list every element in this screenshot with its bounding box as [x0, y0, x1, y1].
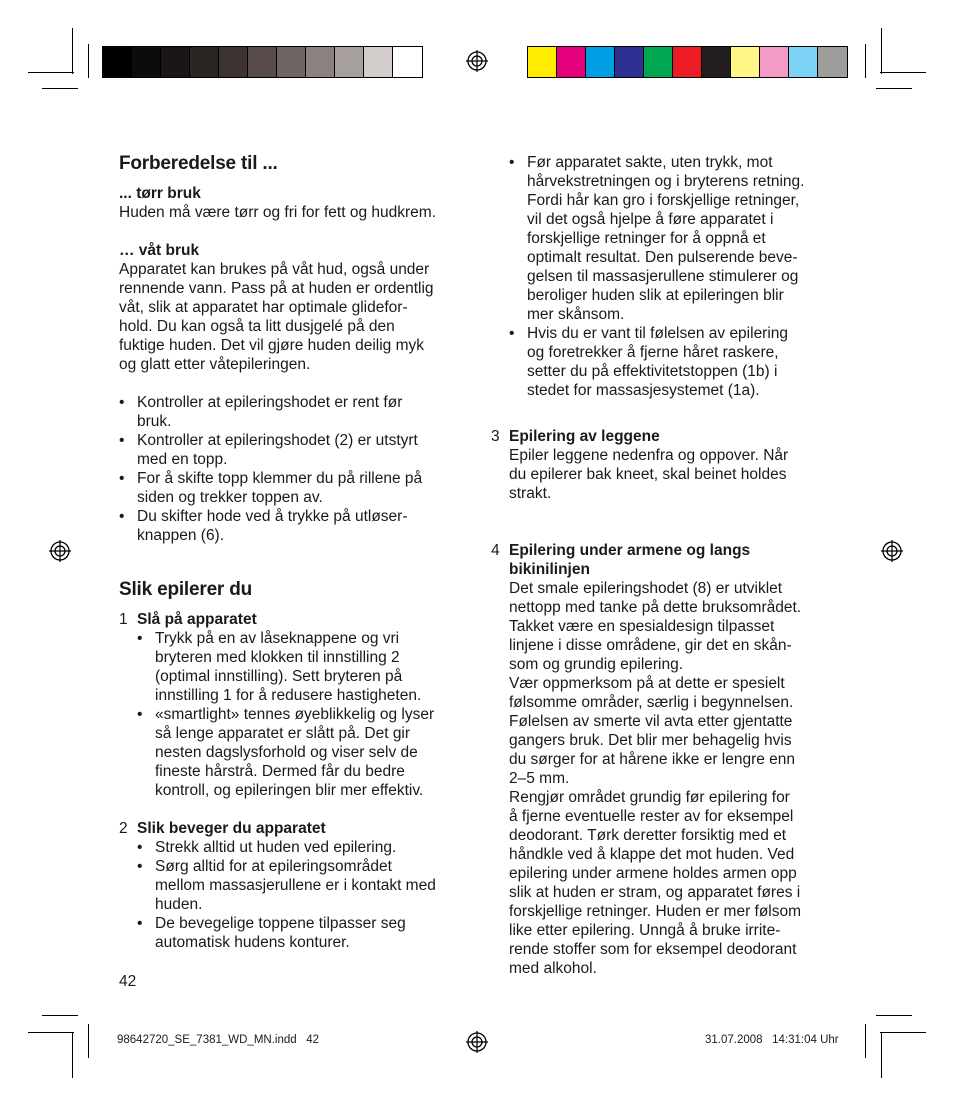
- step-number: 1: [119, 611, 128, 628]
- steps-left: [119, 610, 479, 952]
- text-line: • De bevegelige toppene tilpasser seg: [155, 915, 406, 932]
- color-swatch: [528, 47, 557, 77]
- text-line: • Sørg alltid for at epileringsområdet: [155, 858, 392, 875]
- text-line: setter du på effektivitetstoppen (1b) i: [527, 363, 778, 380]
- text-line: nettopp med tanke på dette bruksområdet.: [509, 599, 802, 616]
- registration-mark-icon: [881, 540, 903, 562]
- text-line: bikinilinjen: [509, 561, 590, 578]
- text-line: rennende vann. Pass på at huden er ordentlig: [119, 280, 434, 297]
- text-line: • Hvis du er vant til følelsen av epilering: [527, 325, 789, 342]
- step-1-bullets: [137, 629, 479, 800]
- text-line: Huden må være tørr og fri for fett og hudkrem.: [119, 204, 437, 221]
- color-swatch: [731, 47, 760, 77]
- crop-mark: [880, 1032, 926, 1033]
- crop-mark: [876, 88, 912, 89]
- bullet-item: [509, 153, 849, 324]
- text-line: bryteren med klokken til innstilling 2: [155, 649, 400, 666]
- color-swatch: [248, 47, 277, 77]
- step-4: [491, 541, 851, 978]
- registration-mark-icon: [49, 540, 71, 562]
- text-line: • «smartlight» tennes øyeblikkelig og lyser: [155, 706, 435, 723]
- text-line: fuktige huden. Det vil gjøre huden deilig myk: [119, 337, 424, 354]
- text-line: bruk.: [137, 413, 172, 430]
- step-2-bullets: [137, 838, 479, 952]
- bullet-item: [509, 324, 849, 400]
- color-swatch: [557, 47, 586, 77]
- color-swatch: [103, 47, 132, 77]
- crop-mark: [881, 28, 882, 74]
- crop-mark: [72, 28, 73, 74]
- color-swatch: [132, 47, 161, 77]
- text-line: mellom massasjerullene er i kontakt med: [155, 877, 436, 894]
- text-line: kontroll, og epileringen blir mer effektiv.: [155, 782, 424, 799]
- text-line: stedet for massasjesystemet (1a).: [527, 382, 760, 399]
- color-swatch: [789, 47, 818, 77]
- registration-mark-icon: [466, 50, 488, 72]
- text-line: Det smale epileringshodet (8) er utviklet: [509, 580, 783, 597]
- text-line: huden.: [155, 896, 203, 913]
- bullet-item: [137, 705, 479, 800]
- text-line: hårvekstretningen og i bryterens retning.: [527, 173, 805, 190]
- text-line: • Før apparatet sakte, uten trykk, mot: [527, 154, 773, 171]
- color-swatch: [673, 47, 702, 77]
- color-swatch: [161, 47, 190, 77]
- text-line: innstilling 1 for å redusere hastigheten.: [155, 687, 422, 704]
- text-line: like etter epilering. Unngå å bruke irrite-: [509, 922, 781, 939]
- color-swatch: [644, 47, 673, 77]
- text-line: våt, slik at apparatet har optimale glidefor-: [119, 299, 408, 316]
- color-swatch: [586, 47, 615, 77]
- text-line: og foretrekker å fjerne håret raskere,: [527, 344, 779, 361]
- crop-mark: [88, 1024, 89, 1058]
- text-line: hold. Du kan også ta litt dusjgelé på den: [119, 318, 395, 335]
- paragraph-dry: [119, 203, 469, 222]
- section-heading: Slik epilerer du: [119, 579, 253, 600]
- process-color-bar: [527, 46, 848, 78]
- text-line: forskjellige retninger. Huden er mer følsom: [509, 903, 802, 920]
- crop-mark: [880, 72, 926, 73]
- color-swatch: [702, 47, 731, 77]
- text-line: Epilering under armene og langs: [509, 542, 751, 559]
- bullet-item: [119, 431, 469, 469]
- text-line: med alkohol.: [509, 960, 597, 977]
- crop-mark: [28, 72, 74, 73]
- steps-right: [491, 427, 851, 978]
- crop-mark: [876, 1015, 912, 1016]
- text-line: • Kontroller at epileringshodet er rent før: [137, 394, 403, 411]
- text-line: • Du skifter hode ved å trykke på utløser-: [137, 508, 408, 525]
- color-swatch: [393, 47, 422, 77]
- bullet-item: [137, 838, 479, 857]
- step-title: [509, 541, 851, 579]
- registration-mark-icon: [466, 1031, 488, 1053]
- bullet-item: [119, 469, 469, 507]
- page-number: 42: [119, 973, 137, 990]
- step-number: 4: [491, 542, 500, 559]
- text-line: med en topp.: [137, 451, 228, 468]
- color-swatch: [190, 47, 219, 77]
- crop-mark: [42, 88, 78, 89]
- right-column: [509, 153, 849, 400]
- text-line: • For å skifte topp klemmer du på rillene på: [137, 470, 423, 487]
- text-line: optimalt resultat. Den pulserende beve-: [527, 249, 798, 266]
- text-line: som og grundig epilering.: [509, 656, 684, 673]
- crop-mark: [28, 1032, 74, 1033]
- text-line: forskjellige retninger for å oppnå et: [527, 230, 766, 247]
- crop-mark: [865, 1024, 866, 1058]
- crop-mark: [881, 1032, 882, 1078]
- checklist: [119, 393, 469, 545]
- step-1: [119, 610, 479, 800]
- text-line: Apparatet kan brukes på våt hud, også under: [119, 261, 430, 278]
- color-swatch: [615, 47, 644, 77]
- bullet-item: [119, 393, 469, 431]
- text-line: automatisk hudens konturer.: [155, 934, 350, 951]
- bullet-item: [137, 857, 479, 914]
- text-line: gangers bruk. Det blir mer behagelig hvis: [509, 732, 792, 749]
- bullet-item: [119, 507, 469, 545]
- left-column-top: [119, 184, 469, 545]
- text-line: knappen (6).: [137, 527, 225, 544]
- text-line: følsomme områder, særlig i begynnelsen.: [509, 694, 794, 711]
- text-line: vil det også hjelpe å føre apparatet i: [527, 211, 774, 228]
- paragraph-wet: [119, 260, 469, 374]
- text-line: • Kontroller at epileringshodet (2) er utstyrt: [137, 432, 418, 449]
- step-number: 3: [491, 428, 500, 445]
- bullet-item: [137, 629, 479, 705]
- text-line: Vær oppmerksom på at dette er spesielt: [509, 675, 785, 692]
- bullet-item: [137, 914, 479, 952]
- text-line: håndkle ved å klappe det mot huden. Ved: [509, 846, 795, 863]
- text-line: strakt.: [509, 485, 552, 502]
- text-line: Rengjør området grundig før epilering for: [509, 789, 790, 806]
- crop-mark: [72, 1032, 73, 1078]
- color-swatch: [760, 47, 789, 77]
- text-line: Følelsen av smerte vil avta etter gjentatte: [509, 713, 793, 730]
- text-line: beroliger huden slik at epileringen blir: [527, 287, 784, 304]
- section-heading: Forberedelse til ...: [119, 153, 278, 174]
- text-line: epilering under armene holdes armen opp: [509, 865, 797, 882]
- text-line: • Strekk alltid ut huden ved epilering.: [155, 839, 397, 856]
- subheading-wet: … våt bruk: [119, 242, 200, 259]
- text-line: fineste hårstrå. Dermed får du bedre: [155, 763, 405, 780]
- text-line: nesten dagslysforhold og viser selv de: [155, 744, 418, 761]
- step-title: Slik beveger du apparatet: [137, 820, 326, 837]
- text-line: gelsen til massasjerullene stimulerer og: [527, 268, 799, 285]
- step-4-text: [509, 579, 851, 978]
- footer-timestamp: 31.07.2008 14:31:04 Uhr: [705, 1034, 839, 1046]
- footer-filename: 98642720_SE_7381_WD_MN.indd 42: [117, 1034, 320, 1046]
- text-line: (optimal innstilling). Sett bryteren på: [155, 668, 403, 685]
- color-swatch: [219, 47, 248, 77]
- step-title: Epilering av leggene: [509, 428, 660, 445]
- step-3: [491, 427, 851, 503]
- crop-mark: [865, 44, 866, 78]
- text-line: 2–5 mm.: [509, 770, 570, 787]
- text-line: rende stoffer som for eksempel deodorant: [509, 941, 797, 958]
- color-swatch: [306, 47, 335, 77]
- step-number: 2: [119, 820, 128, 837]
- text-line: Epiler leggene nedenfra og oppover. Når: [509, 447, 789, 464]
- text-line: Takket være en spesialdesign tilpasset: [509, 618, 775, 635]
- text-line: linjene i disse områdene, gir det en skån-: [509, 637, 792, 654]
- text-line: du epilerer bak kneet, skal beinet holdes: [509, 466, 787, 483]
- text-line: å fjerne eventuelle rester av for eksempel: [509, 808, 794, 825]
- text-line: • Trykk på en av låseknappene og vri: [155, 630, 400, 647]
- text-line: Fordi hår kan gro i forskjellige retninger,: [527, 192, 800, 209]
- color-swatch: [277, 47, 306, 77]
- text-line: deodorant. Tørk deretter forsiktig med et: [509, 827, 787, 844]
- movement-tips: [509, 153, 849, 400]
- subheading-dry: ... tørr bruk: [119, 185, 201, 202]
- text-line: du sørger for at hårene ikke er lengre enn: [509, 751, 796, 768]
- text-line: og glatt etter våtepileringen.: [119, 356, 311, 373]
- step-2: [119, 819, 479, 952]
- text-line: siden og trekker toppen av.: [137, 489, 323, 506]
- color-swatch: [335, 47, 364, 77]
- text-line: mer skånsom.: [527, 306, 625, 323]
- grayscale-color-bar: [102, 46, 423, 78]
- crop-mark: [42, 1015, 78, 1016]
- step-title: Slå på apparatet: [137, 611, 257, 628]
- color-swatch: [364, 47, 393, 77]
- text-line: så lenge apparatet er slått på. Det gir: [155, 725, 411, 742]
- step-3-text: [509, 446, 851, 503]
- color-swatch: [818, 47, 847, 77]
- text-line: slik at huden er stram, og apparatet føres i: [509, 884, 801, 901]
- crop-mark: [88, 44, 89, 78]
